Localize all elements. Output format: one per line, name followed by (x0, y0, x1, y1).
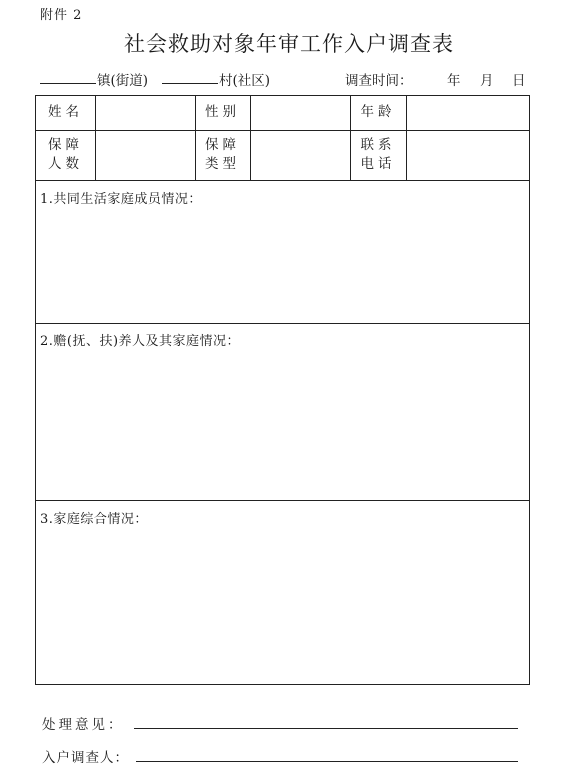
town-label: 镇(街道) (97, 73, 149, 89)
insured-type-label (195, 136, 250, 174)
insured-count-label (36, 136, 95, 174)
form-title: 社会救助对象年审工作入户调查表 (124, 32, 454, 56)
village-label: 村(社区) (219, 73, 271, 89)
family-members-heading: 1.共同生活家庭成员情况： (40, 192, 202, 207)
insured-count-label-line2: 人数 (48, 156, 83, 172)
day-label: 日 (512, 73, 526, 89)
overall-situation-area[interactable] (36, 528, 529, 682)
overall-situation-heading: 3.家庭综合情况： (40, 512, 148, 527)
insured-type-label-line2: 类型 (205, 156, 240, 172)
insured-type-label-line1: 保障 (205, 137, 240, 153)
location-row (40, 69, 540, 89)
phone-input[interactable] (407, 131, 529, 179)
age-label: 年龄 (360, 104, 396, 120)
investigator-input[interactable] (136, 761, 518, 762)
opinion-label: 处理意见： (42, 717, 125, 733)
phone-label-line1: 联系 (360, 137, 396, 153)
insured-count-label-line1: 保障 (48, 137, 83, 153)
investigator-label: 入户调查人： (42, 750, 129, 766)
gender-label: 性别 (205, 104, 240, 120)
gender-input[interactable] (251, 97, 350, 129)
investigator-row (42, 746, 129, 766)
supporters-area[interactable] (36, 350, 529, 498)
year-label: 年 (447, 73, 461, 89)
phone-label (350, 136, 406, 174)
family-members-area[interactable] (36, 208, 529, 320)
insured-type-input[interactable] (251, 131, 350, 179)
attachment-label: 附件 2 (40, 8, 83, 23)
row-divider (36, 500, 529, 501)
opinion-row (42, 713, 125, 733)
age-input[interactable] (407, 97, 529, 129)
row-divider (36, 323, 529, 324)
row-divider (36, 180, 529, 181)
supporters-heading: 2.赡(抚、扶)养人及其家庭情况： (40, 334, 241, 349)
name-input[interactable] (96, 97, 195, 129)
insured-count-input[interactable] (96, 131, 195, 179)
survey-time-label: 调查时间： (345, 73, 413, 89)
opinion-input[interactable] (134, 728, 518, 729)
name-label: 姓名 (48, 104, 83, 120)
month-label: 月 (480, 73, 494, 89)
survey-table (35, 95, 530, 685)
phone-label-line2: 电话 (360, 156, 396, 172)
